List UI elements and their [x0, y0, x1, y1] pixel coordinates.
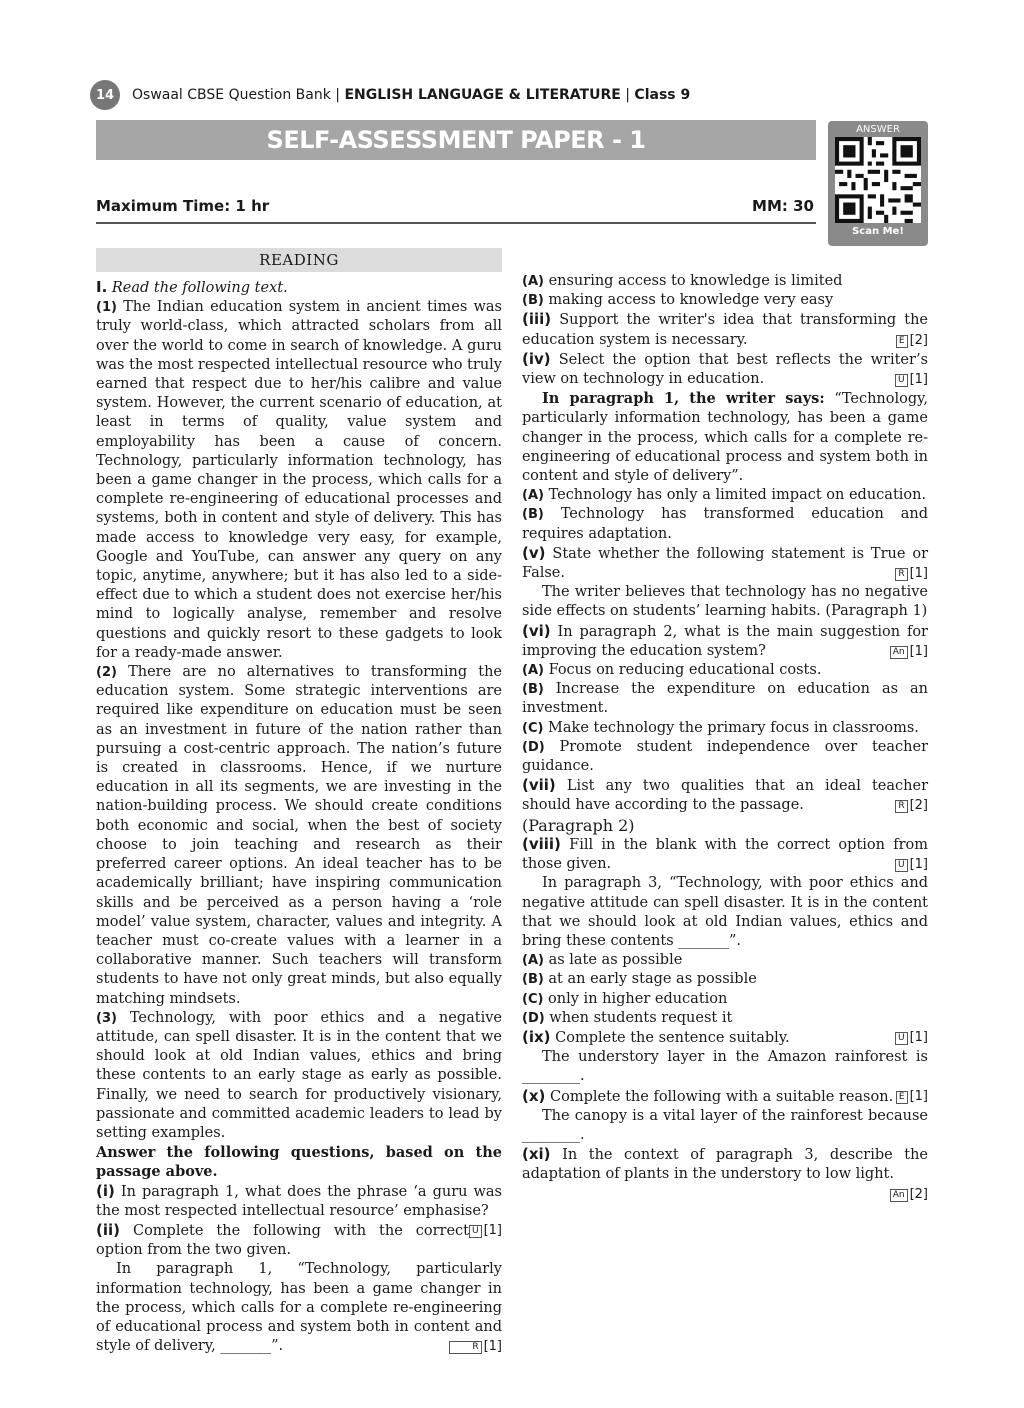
- question-iv-text: In paragraph 1, the writer says: “Technology, particularly information technology, has been a game changer in the process, which calls for a complete re-engineering of educational process and system both in content and style of delivery”.: [522, 390, 928, 485]
- section-heading: READING: [96, 248, 502, 272]
- max-time: Maximum Time: 1 hr: [96, 197, 270, 215]
- marks-badge: An [2]: [890, 1185, 928, 1204]
- option-viii-b: (B) at an early stage as possible: [522, 971, 757, 988]
- question-viii-text: In paragraph 3, “Technology, with poor ethics and negative attitude can spell disaster. It is in the content that we should look at old Indian values, ethics and bring these contents _______”.: [522, 875, 928, 949]
- question-vi: (vi) In paragraph 2, what is the main suggestion for improving the education system? An [1]: [522, 622, 928, 661]
- option-viii-a: (A) as late as possible: [522, 952, 683, 969]
- passage-paragraph-3: (3) Technology, with poor ethics and a negative attitude, can spell disaster. It is in the content that we should look at old Indian values, ethics and bring these contents to an early stage as early as possible. Finally, we need to search for productively visionary, passionate and committed academic leaders to lead by setting examples.: [96, 1009, 502, 1141]
- question-ix-text: The understory layer in the Amazon rainforest is ________.: [522, 1049, 928, 1085]
- paragraph-reference: (Paragraph 2): [522, 815, 635, 835]
- marks-badge: R [1]: [895, 564, 928, 583]
- option-ii-b: (B) making access to knowledge very easy: [522, 292, 834, 309]
- marks-badge: R [2]: [895, 796, 928, 815]
- question-iv: (iv) Select the option that best reflects the writer’s view on technology in education. U [1]: [522, 350, 928, 389]
- subject-title: ENGLISH LANGUAGE & LITERATURE: [344, 87, 621, 103]
- book-title: Oswaal CBSE Question Bank: [132, 87, 331, 103]
- passage-paragraph-2: (2) There are no alternatives to transforming the education system. Some strategic interventions are required like expenditure on education must be seen as an investment in future of the nation rather than pursuing a cost-centric approach. The nation’s future is created in classrooms. Hence, if we nurture education in all its segments, we are investing in the nation-building process. We should create conditions both economic and social, when the best of society choose to join teaching and research as their preferred career options. An ideal teacher has to be academically brilliant; have inspiring communication skills and be perceived as a person having a ‘role model’ value system, character, values and integrity. A teacher must co-create values with a learner in a collaborative manner. Such teachers will transform students to have not only great minds, but also equally matching mindsets.: [96, 664, 503, 1007]
- running-header: 14 Oswaal CBSE Question Bank | ENGLISH LANGUAGE & LITERATURE | Class 9: [90, 80, 690, 110]
- option-vi-d: (D) Promote student independence over teacher guidance.: [522, 738, 929, 775]
- question-viii: (viii) Fill in the blank with the correct option from those given. U [1]: [522, 835, 928, 874]
- divider: [96, 222, 816, 224]
- option-iv-b: (B) Technology has transformed education and requires adaptation.: [522, 506, 928, 542]
- right-column: [522, 272, 928, 1204]
- qr-code-icon: [835, 137, 921, 223]
- qr-scan-label: Scan Me!: [852, 226, 904, 237]
- max-marks: MM: 30: [752, 197, 814, 215]
- paper-title: SELF-ASSESSMENT PAPER - 1: [96, 120, 816, 160]
- option-vi-a: (A) Focus on reducing educational costs.: [522, 662, 822, 679]
- left-column: [96, 248, 502, 1356]
- question-x-text: The canopy is a vital layer of the rainforest because ________.: [522, 1107, 928, 1143]
- question-iii: (iii) Support the writer's idea that transforming the education system is necessary. E [2]: [522, 310, 928, 349]
- marks-badge: U [1]: [895, 1028, 928, 1047]
- question-x: (x) Complete the following with a suitable reason. E [1]: [522, 1086, 928, 1105]
- option-ii-a: (A) ensuring access to knowledge is limited: [522, 273, 843, 289]
- page-number: 14: [90, 80, 120, 110]
- question-vii: (vii) List any two qualities that an ideal teacher should have according to the passage. R [2]: [522, 776, 928, 815]
- question-ii-text: In paragraph 1, “Technology, particularly information technology, has been a game changer in the process, which calls for a complete re-engineering of educational process and system both in content and style of delivery, _______”. R [1]: [96, 1260, 502, 1356]
- question-v: (v) State whether the following statement is True or False. R [1]: [522, 544, 928, 583]
- passage-paragraph-1: (1) The Indian education system in ancient times was truly world-class, which attracted scholars from all over the world to come in search of knowledge. A guru was the most respected intellectual resource who truly earned that respect due to her/his calibre and value system. However, the current scenario of education, at least in terms of quality, value system and employability has been a cause of concern. Technology, particularly information technology, has been a game changer in the process, which calls for a complete re-engineering of educational processes and systems, both in content and style of delivery. This has made access to knowledge very easy, for example, Google and YouTube, can answer any query on any topic, anytime, anywhere; but it has also led to a side-effect due to which a student does not exercise her/his mind to logically analyse, remember and resolve questions and quickly resort to these gadgets to look for a ready-made answer.: [96, 299, 502, 661]
- qr-answer-box[interactable]: [828, 121, 928, 246]
- option-vi-b: (B) Increase the expenditure on education as an investment.: [522, 681, 928, 717]
- question-i: (i) In paragraph 1, what does the phrase ‘a guru was the most respected intellectual resource’ emphasise? U [1]: [96, 1182, 502, 1221]
- answer-instruction: Answer the following questions, based on the passage above.: [96, 1144, 502, 1181]
- marks-badge: U [1]: [895, 855, 928, 874]
- option-vi-c: (C) Make technology the primary focus in classrooms.: [522, 719, 919, 736]
- question-ix: (ix) Complete the sentence suitably. U [1]: [522, 1027, 928, 1046]
- marks-badge: R [1]: [429, 1337, 502, 1356]
- marks-badge: An [1]: [890, 642, 928, 661]
- qr-top-label: ANSWER: [856, 124, 900, 135]
- class-label: Class 9: [634, 87, 691, 103]
- option-iv-a: (A) Technology has only a limited impact on education.: [522, 487, 927, 504]
- option-viii-c: (C) only in higher education: [522, 990, 728, 1007]
- marks-badge: E [2]: [896, 331, 928, 350]
- instruction: I. Read the following text.: [96, 278, 288, 296]
- question-v-text: The writer believes that technology has no negative side effects on students’ learning habits. (Paragraph 1): [522, 584, 928, 620]
- option-viii-d: (D) when students request it: [522, 1009, 733, 1026]
- question-ii: (ii) Complete the following with the correct option from the two given.: [96, 1220, 469, 1259]
- marks-badge: E [1]: [896, 1087, 928, 1106]
- question-xi: (xi) In the context of paragraph 3, describe the adaptation of plants in the understory to low light. An [2]: [522, 1145, 928, 1184]
- marks-badge: U [1]: [469, 1221, 502, 1240]
- paper-meta: [96, 197, 814, 215]
- marks-badge: U [1]: [895, 370, 928, 389]
